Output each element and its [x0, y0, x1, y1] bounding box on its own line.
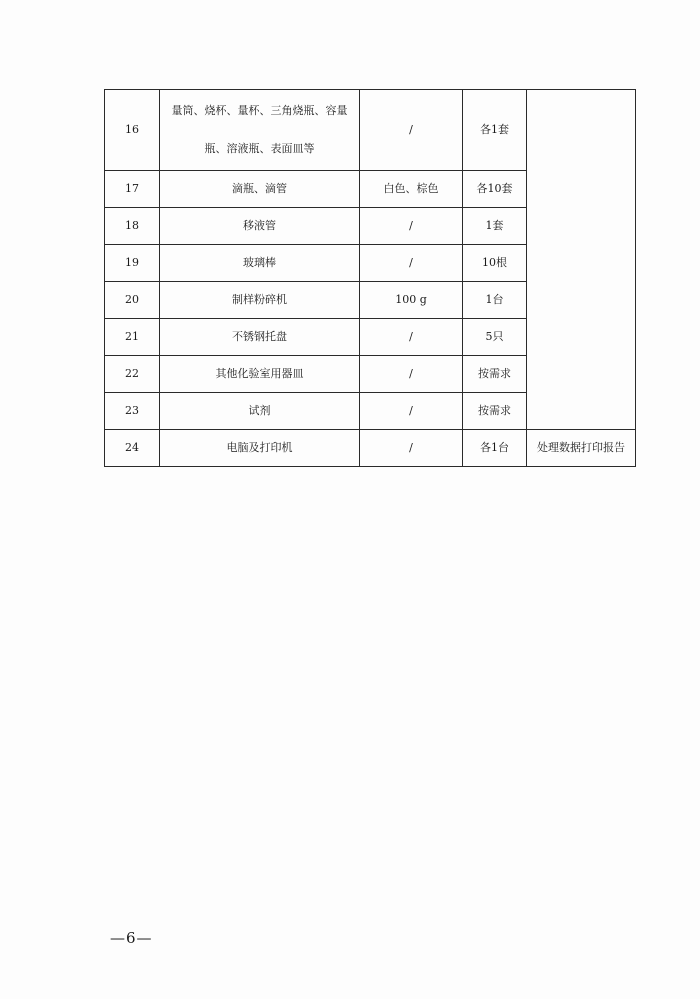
item-note-empty: [527, 90, 636, 430]
item-quantity: 10根: [463, 245, 527, 282]
row-number: 20: [105, 282, 160, 319]
item-spec: /: [360, 356, 463, 393]
item-spec: /: [360, 245, 463, 282]
row-number: 24: [105, 430, 160, 467]
item-quantity: 各1台: [463, 430, 527, 467]
equipment-table: [104, 89, 636, 467]
item-spec: /: [360, 393, 463, 430]
page-number: —6—: [110, 929, 153, 947]
row-number: 19: [105, 245, 160, 282]
item-spec: /: [360, 208, 463, 245]
item-spec: /: [360, 90, 463, 171]
item-name: 不锈钢托盘: [160, 319, 360, 356]
item-name: 量筒、烧杯、量杯、三角烧瓶、容量瓶、溶液瓶、表面皿等: [160, 90, 360, 171]
row-number: 17: [105, 171, 160, 208]
row-number: 21: [105, 319, 160, 356]
row-number: 18: [105, 208, 160, 245]
item-spec: /: [360, 319, 463, 356]
item-quantity: 按需求: [463, 356, 527, 393]
item-quantity: 各1套: [463, 90, 527, 171]
item-quantity: 1套: [463, 208, 527, 245]
item-name: 移液管: [160, 208, 360, 245]
item-spec: 100 g: [360, 282, 463, 319]
item-name: 试剂: [160, 393, 360, 430]
item-name: 滴瓶、滴管: [160, 171, 360, 208]
row-number: 22: [105, 356, 160, 393]
item-quantity: 按需求: [463, 393, 527, 430]
table-row: [105, 430, 636, 467]
item-spec: 白色、棕色: [360, 171, 463, 208]
item-name: 电脑及打印机: [160, 430, 360, 467]
item-name: 制样粉碎机: [160, 282, 360, 319]
item-name: 玻璃棒: [160, 245, 360, 282]
item-quantity: 5只: [463, 319, 527, 356]
item-name: 其他化验室用器皿: [160, 356, 360, 393]
row-number: 23: [105, 393, 160, 430]
item-note: 处理数据打印报告: [527, 430, 636, 467]
table-row: [105, 90, 636, 171]
item-spec: /: [360, 430, 463, 467]
item-quantity: 各10套: [463, 171, 527, 208]
row-number: 16: [105, 90, 160, 171]
item-quantity: 1台: [463, 282, 527, 319]
